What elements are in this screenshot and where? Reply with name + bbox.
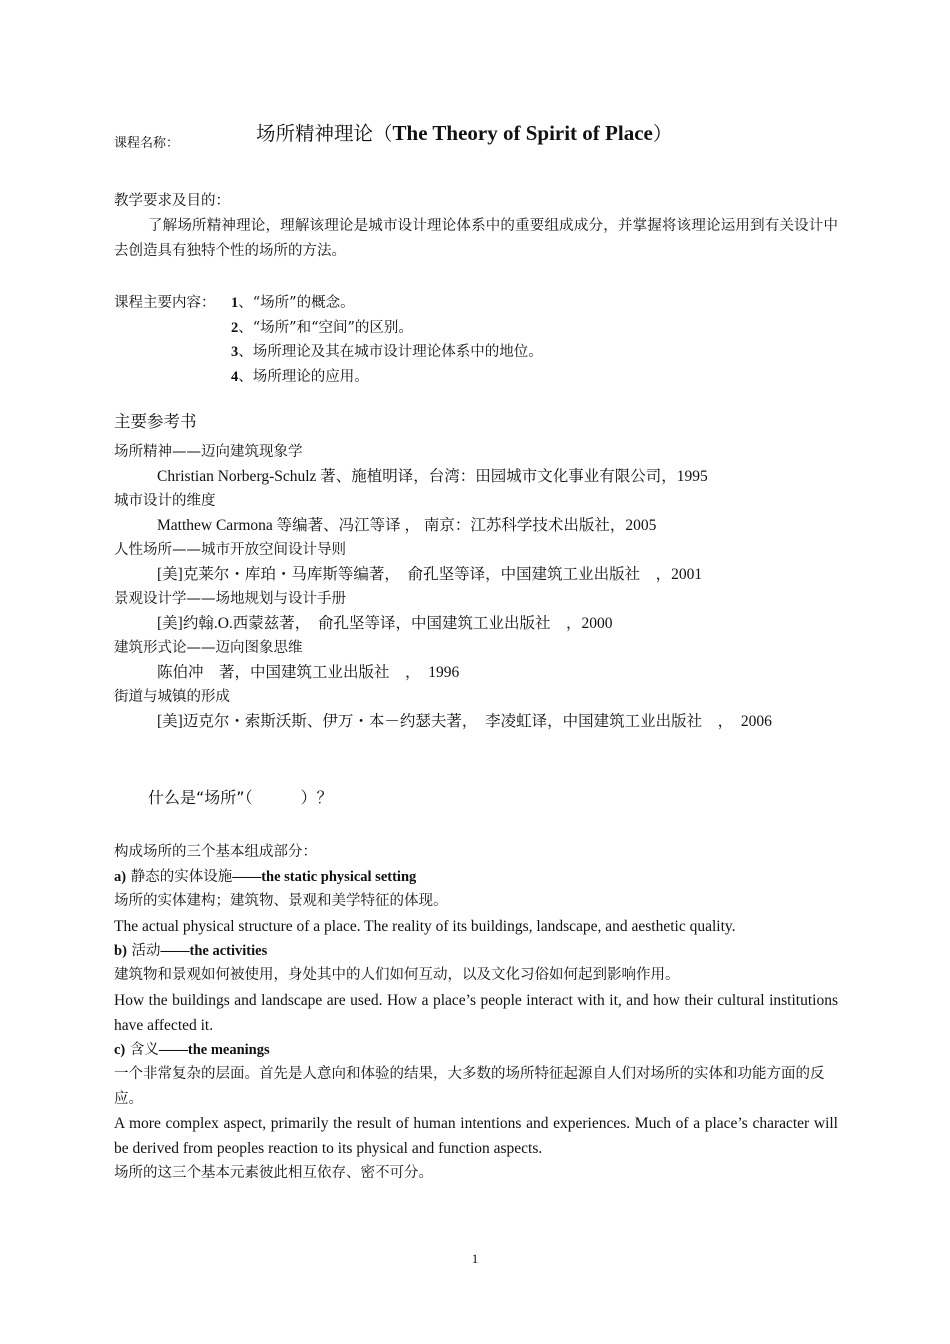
reference-title: 景观设计学——场地规划与设计手册 bbox=[114, 591, 346, 607]
course-title-cn: 场所精神理论（ bbox=[256, 122, 393, 145]
references-list bbox=[114, 440, 772, 734]
components-intro: 构成场所的三个基本组成部分： bbox=[114, 844, 317, 860]
page-number: 1 bbox=[471, 1251, 479, 1266]
references-heading: 主要参考书 bbox=[114, 412, 197, 431]
content-item: 3、场所理论及其在城市设计理论体系中的地位。 bbox=[231, 344, 543, 360]
component-a-desc-en: The actual physical structure of a place. The reality of its buildings, landscape, and aesthetic quality. bbox=[114, 917, 736, 935]
course-name-label: 课程名称： bbox=[114, 136, 180, 151]
reference-detail: 陈伯冲 著，中国建筑工业出版社 ， 1996 bbox=[157, 663, 460, 681]
content-item: 4、场所理论的应用。 bbox=[231, 368, 369, 385]
course-title-en: The Theory of Spirit of Place bbox=[392, 121, 653, 145]
component-c-desc-cn: 一个非常复杂的层面。首先是人意向和体验的结果，大多数的场所特征起源自人们对场所的实体和功能方面的反应。 bbox=[114, 1066, 825, 1107]
components-section bbox=[114, 840, 838, 1186]
component-c-desc-en: A more complex aspect, primarily the result of human intentions and experiences. Much of a place’s character will be derived from peoples reaction to its physical and function aspects. bbox=[114, 1115, 838, 1157]
component-b-heading: b) 活动——the activities bbox=[114, 942, 268, 959]
reference-detail: Christian Norberg-Schulz 著、施植明译，台湾：田园城市文化事业有限公司，1995 bbox=[157, 467, 708, 485]
requirements-label: 教学要求及目的： bbox=[114, 193, 230, 209]
reference-title: 建筑形式论——迈向图象思维 bbox=[114, 640, 303, 656]
content-item: 2、“场所”和“空间”的区别。 bbox=[231, 319, 413, 336]
component-b-desc-en: How the buildings and landscape are used. How a place’s people interact with it, and how their cultural institutions have affected it. bbox=[114, 991, 838, 1034]
question-heading: 什么是“场所”（ ）？ bbox=[148, 788, 333, 807]
reference-title: 场所精神——迈向建筑现象学 bbox=[114, 444, 303, 460]
course-title bbox=[256, 118, 672, 149]
component-b-desc-cn: 建筑物和景观如何被使用，身处其中的人们如何互动，以及文化习俗如何起到影响作用。 bbox=[114, 967, 680, 983]
content-list bbox=[231, 291, 543, 389]
reference-title: 街道与城镇的形成 bbox=[114, 689, 230, 705]
reference-detail: [美]迈克尔・索斯沃斯、伊万・本－约瑟夫著， 李凌虹译，中国建筑工业出版社 ， 2006 bbox=[157, 712, 772, 730]
component-a-desc-cn: 场所的实体建构；建筑物、景观和美学特征的体现。 bbox=[114, 893, 448, 909]
reference-title: 城市设计的维度 bbox=[114, 493, 216, 509]
reference-detail: [美]约翰.O.西蒙兹著， 俞孔坚等译，中国建筑工业出版社 ，2000 bbox=[157, 614, 613, 632]
reference-title: 人性场所——城市开放空间设计导则 bbox=[114, 542, 346, 558]
requirements-text: 了解场所精神理论，理解该理论是城市设计理论体系中的重要组成成分，并掌握将该理论运用到有关设计中去创造具有独特个性的场所的方法。 bbox=[114, 218, 838, 259]
content-item: 1、“场所”的概念。 bbox=[231, 295, 355, 311]
reference-detail: Matthew Carmona 等编著、冯江等译 ， 南京：江苏科学技术出版社，2005 bbox=[157, 516, 657, 534]
course-title-close: ） bbox=[652, 122, 673, 145]
component-c-heading: c) 含义——the meanings bbox=[114, 1041, 270, 1058]
components-summary: 场所的这三个基本元素彼此相互依存、密不可分。 bbox=[114, 1165, 433, 1181]
reference-detail: [美]克莱尔・库珀・马库斯等编著， 俞孔坚等译，中国建筑工业出版社 ，2001 bbox=[157, 565, 703, 583]
component-a-heading: a) 静态的实体设施——the static physical setting bbox=[114, 868, 417, 885]
content-label: 课程主要内容： bbox=[114, 295, 216, 311]
